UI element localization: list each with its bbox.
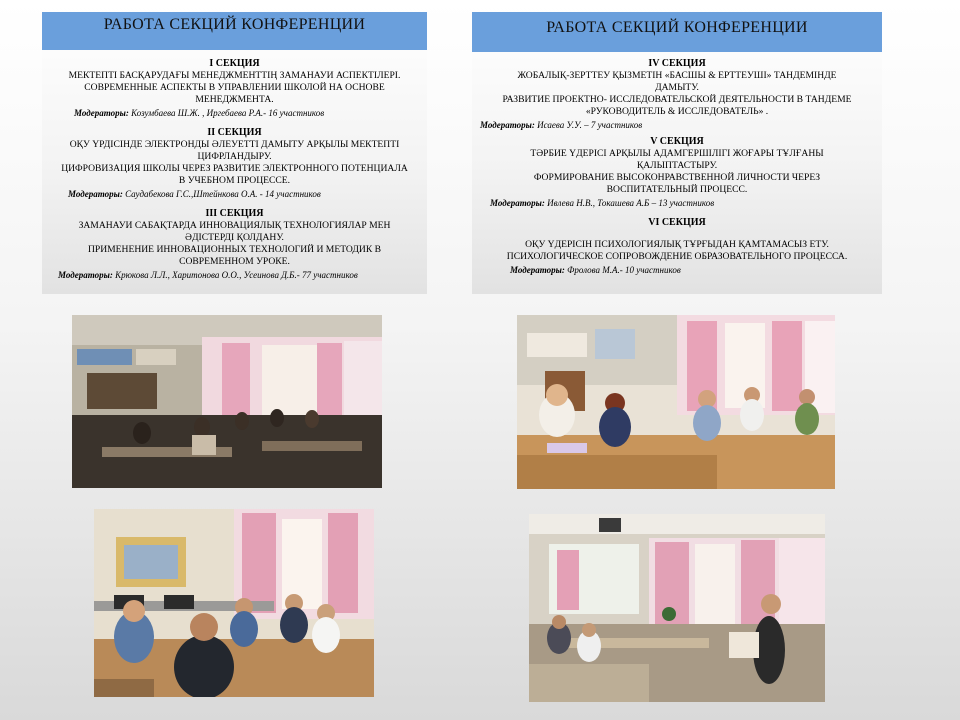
section-text: ПСИХОЛОГИЧЕСКОЕ СОПРОВОЖДЕНИЕ ОБРАЗОВАТЕЛЬНОГО ПРОЦЕССА. [506,251,848,262]
moderators-label: Модераторы: [58,270,113,280]
section-text: ӘДІСТЕРДІ ҚОЛДАНУ. [185,232,284,243]
section-text: ЖОБАЛЫҚ-ЗЕРТТЕУ ҚЫЗМЕТІН «БАСШЫ & ЕРТТЕУШІ» ТАНДЕМІНДЕ [517,70,837,81]
moderators-label: Модераторы: [68,189,123,199]
section-text: ПРИМЕНЕНИЕ ИННОВАЦИОННЫХ ТЕХНОЛОГИЙ И МЕТОДИК В [87,244,382,255]
classroom-photo-1 [72,315,382,488]
section-title: I СЕКЦИЯ [209,58,260,69]
moderators-label: Модераторы: [490,198,545,208]
section-text: СОВРЕМЕННЫЕ АСПЕКТЫ В УПРАВЛЕНИИ ШКОЛОЙ НА ОСНОВЕ [84,82,385,93]
section-text: ВОСПИТАТЕЛЬНЫЙ ПРОЦЕСС. [606,184,748,195]
section-text: ОҚУ ҮДЕРІСІН ПСИХОЛОГИЯЛЫҚ ТҰРҒЫДАН ҚАМТАМАСЫЗ ЕТУ. [525,239,829,250]
moderators-line [478,264,876,276]
moderators-label: Модераторы: [510,265,565,275]
section-text: МЕНЕДЖМЕНТА. [195,94,274,105]
section-text: МЕКТЕПТІ БАСҚАРУДАҒЫ МЕНЕДЖМЕНТТІҢ ЗАМАНАУИ АСПЕКТІЛЕРІ. [68,70,401,81]
panel-title: РАБОТА СЕКЦИЙ КОНФЕРЕНЦИИ [42,12,427,50]
moderators-label: Модераторы: [74,108,129,118]
moderators-names: Крюкова Л.Л., Харитонова О.О., Усеинова Д.Б.- 77 участников [115,270,358,280]
classroom-photo-3 [94,509,374,697]
moderators-names: Исаева У.У. – 7 участников [537,120,643,130]
moderators-names: Ивлева Н.В., Токашева А.Б – 13 участников [547,198,715,208]
moderators-line [478,197,876,209]
section-text: ЦИФРОВИЗАЦИЯ ШКОЛЫ ЧЕРЕЗ РАЗВИТИЕ ЭЛЕКТРОННОГО ПОТЕНЦИАЛА [61,163,408,174]
left-sections-panel [42,12,427,294]
panel-title: РАБОТА СЕКЦИЙ КОНФЕРЕНЦИИ [472,12,882,52]
section-text: ФОРМИРОВАНИЕ ВЫСОКОНРАВСТВЕННОЙ ЛИЧНОСТИ ЧЕРЕЗ [533,172,821,183]
right-sections-panel [472,12,882,294]
moderators-line [478,119,876,131]
section-text: ҚАЛЫПТАСТЫРУ. [636,160,718,171]
moderators-names: Козумбаева Ш.Ж. , Иргебаева Р.А.- 16 участников [131,108,325,118]
section-text: ТӘРБИЕ ҮДЕРІСІ АРҚЫЛЫ АДАМГЕРШІЛІГІ ЖОҒАРЫ ТҰЛҒАНЫ [530,148,824,159]
moderators-line [48,188,421,200]
moderators-names: Саудабекова Г.С.,Штейнкова О.А. - 14 участников [125,189,321,199]
section-title: II СЕКЦИЯ [207,127,262,138]
section-text: ОҚУ ҮРДІСІНДЕ ЭЛЕКТРОНДЫ ӘЛЕУЕТТІ ДАМЫТУ АРҚЫЛЫ МЕКТЕПТІ [69,139,400,150]
section-title: IV СЕКЦИЯ [648,58,706,69]
section-text: ЦИФРЛАНДЫРУ. [197,151,272,162]
section-text: РАЗВИТИЕ ПРОЕКТНО- ИССЛЕДОВАТЕЛЬСКОЙ ДЕЯТЕЛЬНОСТИ В ТАНДЕМЕ [502,94,852,105]
section-title: III СЕКЦИЯ [205,208,264,219]
section-text: «РУКОВОДИТЕЛЬ & ИССЛЕДОВАТЕЛЬ» . [585,106,769,117]
section-text: В УЧЕБНОМ ПРОЦЕССЕ. [178,175,291,186]
section-text: ДАМЫТУ. [655,82,699,93]
section-text: ЗАМАНАУИ САБАҚТАРДА ИННОВАЦИЯЛЫҚ ТЕХНОЛОГИЯЛАР МЕН [78,220,391,231]
classroom-photo-2 [517,315,835,489]
classroom-photo-4 [529,514,825,702]
moderators-line [48,107,421,119]
section-title: V СЕКЦИЯ [650,136,704,147]
section-text: СОВРЕМЕННОМ УРОКЕ. [179,256,290,267]
moderators-line [48,269,421,281]
moderators-label: Модераторы: [480,120,535,130]
section-title: VI СЕКЦИЯ [648,217,706,228]
moderators-names: Фролова М.А.- 10 участников [567,265,681,275]
